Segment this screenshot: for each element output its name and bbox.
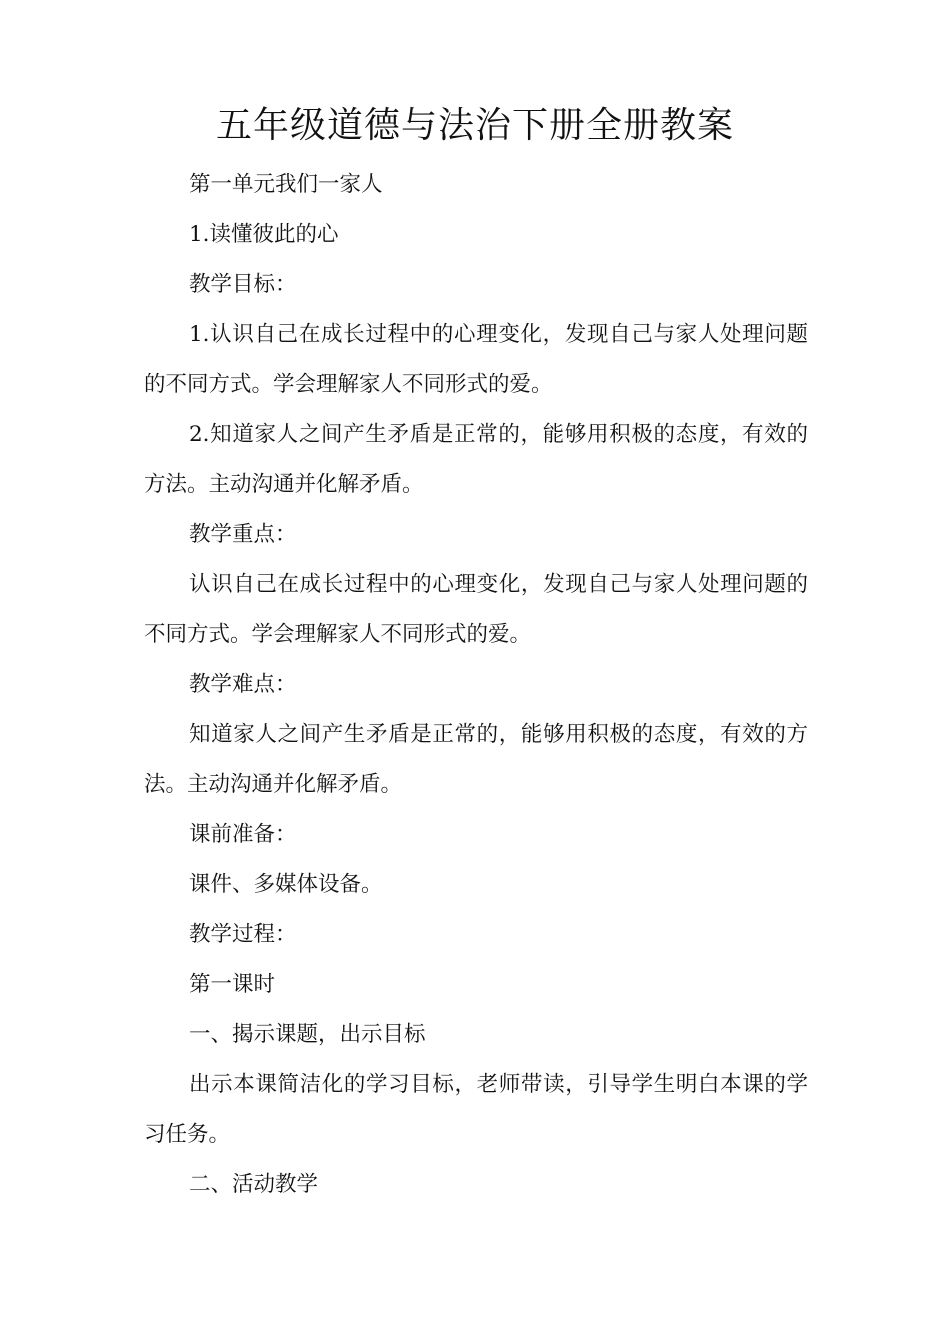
section-heading-difficulties: 教学难点： [189, 672, 297, 697]
key-points-paragraph: 认识自己在成长过程中的心理变化，发现自己与家人处理问题的不同方式。学会理解家人不同形式的爱。 [144, 572, 808, 647]
lesson-heading: 1.读懂彼此的心 [189, 222, 339, 247]
preparation-paragraph: 课件、多媒体设备。 [189, 872, 383, 897]
section-heading-preparation: 课前准备： [189, 822, 297, 847]
period-heading: 第一课时 [189, 972, 276, 997]
section-heading-key-points: 教学重点： [189, 522, 297, 547]
document-body [144, 160, 808, 1210]
step-heading-2: 二、活动教学 [189, 1172, 319, 1197]
section-heading-objectives: 教学目标： [189, 272, 297, 297]
document-title: 五年级道德与法治下册全册教案 [215, 105, 734, 146]
section-heading-process: 教学过程： [189, 922, 297, 947]
unit-heading: 第一单元我们一家人 [189, 172, 383, 197]
objective-paragraph-2: 2.知道家人之间产生矛盾是正常的，能够用积极的态度，有效的方法。主动沟通并化解矛盾。 [144, 422, 808, 497]
difficulties-paragraph: 知道家人之间产生矛盾是正常的，能够用积极的态度，有效的方法。主动沟通并化解矛盾。 [144, 722, 808, 797]
objective-paragraph-1: 1.认识自己在成长过程中的心理变化，发现自己与家人处理问题的不同方式。学会理解家人不同形式的爱。 [144, 322, 808, 397]
step-paragraph-1: 出示本课简洁化的学习目标，老师带读，引导学生明白本课的学习任务。 [144, 1072, 808, 1147]
step-heading-1: 一、揭示课题，出示目标 [189, 1022, 426, 1047]
